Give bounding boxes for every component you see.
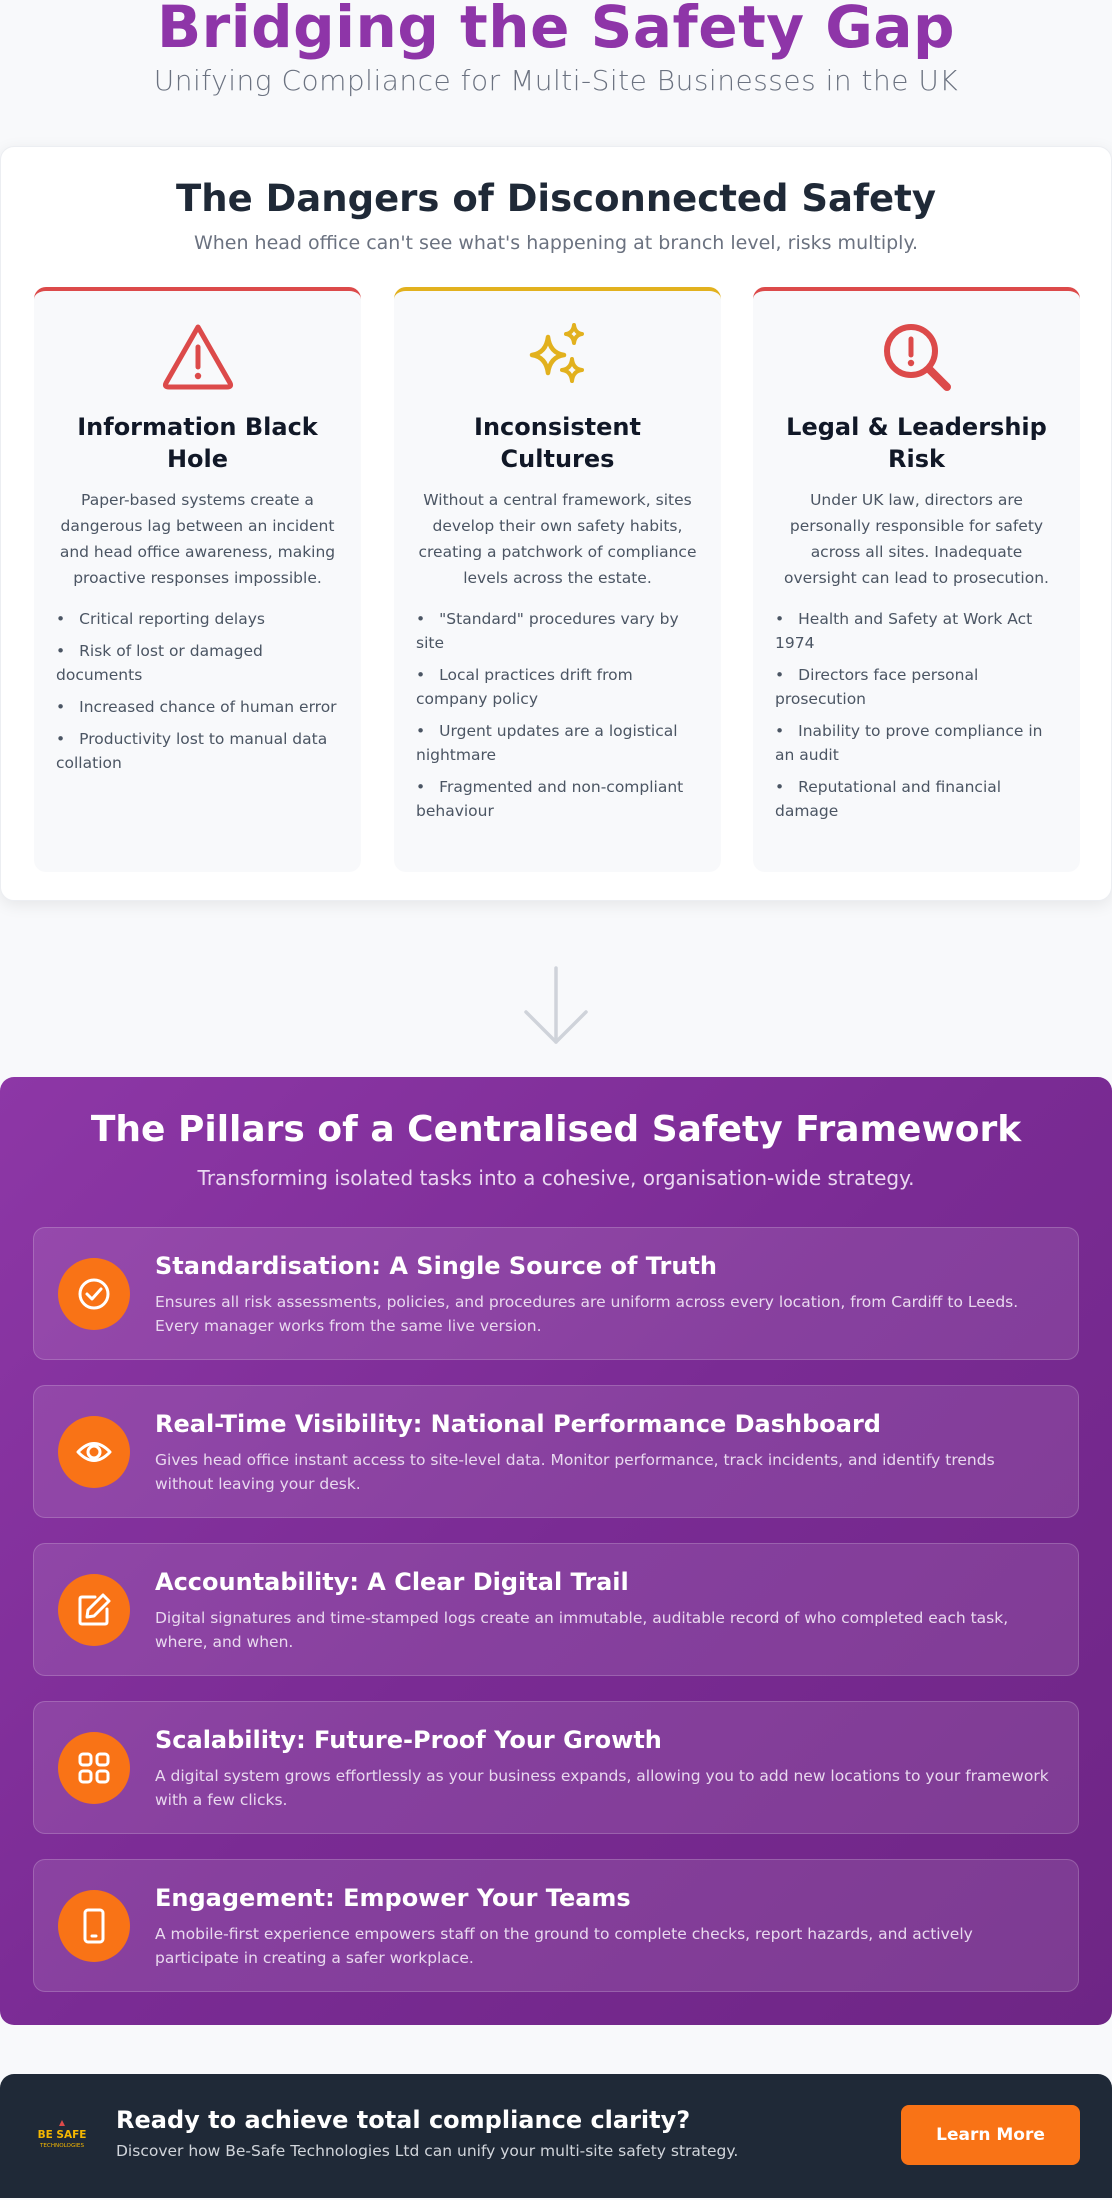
pillar-icon-badge (58, 1416, 130, 1488)
cta-text: Discover how Be-Safe Technologies Ltd can unify your multi-site safety strategy. (116, 2142, 739, 2160)
danger-card-title: Legal & Leadership Risk (786, 413, 1047, 473)
danger-card-legal-leadership-risk (753, 287, 1080, 872)
mobile-icon (75, 1907, 113, 1945)
danger-card-title: Inconsistent Cultures (474, 413, 641, 473)
list-item: • Urgent updates are a logistical nightmare (416, 719, 699, 767)
list-item: • Reputational and financial damage (775, 775, 1058, 823)
pillar-text: Ensures all risk assessments, policies, and procedures are uniform across every location, from Cardiff to Leeds. Every manager works from the same live version. (155, 1293, 1019, 1335)
danger-card-title: Information Black Hole (77, 413, 318, 473)
danger-card-list (416, 607, 699, 823)
be-safe-logo (34, 2118, 90, 2158)
pillar-accountability (33, 1543, 1079, 1676)
learn-more-button[interactable]: Learn More (901, 2105, 1080, 2165)
eye-icon (75, 1433, 113, 1471)
hero (0, 0, 1112, 146)
cta-title: Ready to achieve total compliance clarity? (116, 2106, 691, 2134)
pillar-title: Real-Time Visibility: National Performance Dashboard (155, 1410, 881, 1438)
pillar-icon-badge (58, 1258, 130, 1330)
svg-text:BE SAFE: BE SAFE (37, 2129, 87, 2141)
danger-card-description: Paper-based systems create a dangerous lag between an incident and head office awareness, making proactive responses impossible. (59, 491, 336, 587)
pillar-text: Digital signatures and time-stamped logs create an immutable, auditable record of who completed each task, where, and when. (155, 1609, 1009, 1651)
pillar-engagement (33, 1859, 1079, 1992)
danger-card-list (56, 607, 339, 775)
page-title: Bridging the Safety Gap (156, 0, 956, 61)
list-item: • "Standard" procedures vary by site (416, 607, 699, 655)
list-item: • Critical reporting delays (56, 607, 339, 631)
pillars-section (0, 1077, 1112, 2025)
list-item: • Local practices drift from company policy (416, 663, 699, 711)
danger-cards (34, 287, 1080, 872)
pillar-text: A mobile-first experience empowers staff on the ground to complete checks, report hazards, and actively participate in creating a safer workplace. (155, 1925, 973, 1967)
grid-icon (75, 1749, 113, 1787)
warning-triangle-icon (160, 319, 236, 395)
list-item: • Health and Safety at Work Act 1974 (775, 607, 1058, 655)
pillar-title: Scalability: Future-Proof Your Growth (155, 1726, 662, 1754)
pillar-real-time-visibility (33, 1385, 1079, 1518)
danger-card-inconsistent-cultures (394, 287, 721, 872)
pillar-title: Accountability: A Clear Digital Trail (155, 1568, 629, 1596)
pillars-title: The Pillars of a Centralised Safety Framework (90, 1109, 1022, 1150)
pillar-text: Gives head office instant access to site-level data. Monitor performance, track incidents, and identify trends without leaving your desk. (155, 1451, 995, 1493)
list-item: • Fragmented and non-compliant behaviour (416, 775, 699, 823)
page-subtitle: Unifying Compliance for Multi-Site Businesses in the UK (153, 64, 959, 97)
cta-banner (0, 2074, 1112, 2198)
pillar-text: A digital system grows effortlessly as your business expands, allowing you to add new locations to your framework with a few clicks. (155, 1767, 1049, 1809)
pillar-title: Engagement: Empower Your Teams (155, 1884, 631, 1912)
dangers-subtitle: When head office can't see what's happening at branch level, risks multiply. (193, 232, 919, 254)
dangers-section (0, 146, 1112, 901)
danger-card-description: Under UK law, directors are personally responsible for safety across all sites. Inadequate oversight can lead to prosecution. (784, 491, 1049, 587)
dangers-title: The Dangers of Disconnected Safety (176, 177, 936, 220)
list-item: • Inability to prove compliance in an audit (775, 719, 1058, 767)
list-item: • Risk of lost or damaged documents (56, 639, 339, 687)
list-item: • Increased chance of human error (56, 695, 339, 719)
pillar-standardisation (33, 1227, 1079, 1360)
edit-icon (75, 1591, 113, 1629)
pillar-icon-badge (58, 1890, 130, 1962)
search-alert-icon (879, 319, 955, 395)
danger-card-information-black-hole (34, 287, 361, 872)
pillar-title: Standardisation: A Single Source of Truth (155, 1252, 717, 1280)
pillar-icon-badge (58, 1574, 130, 1646)
check-circle-icon (75, 1275, 113, 1313)
svg-text:TECHNOLOGIES: TECHNOLOGIES (39, 2143, 85, 2149)
pillar-icon-badge (58, 1732, 130, 1804)
pillar-scalability (33, 1701, 1079, 1834)
danger-card-description: Without a central framework, sites develop their own safety habits, creating a patchwork of compliance levels across the estate. (418, 491, 697, 587)
sparkles-icon (520, 319, 596, 395)
pillars-subtitle: Transforming isolated tasks into a cohesive, organisation-wide strategy. (197, 1166, 915, 1190)
list-item: • Productivity lost to manual data collation (56, 727, 339, 775)
danger-card-list (775, 607, 1058, 823)
list-item: • Directors face personal prosecution (775, 663, 1058, 711)
arrow-down-icon (523, 966, 589, 1046)
